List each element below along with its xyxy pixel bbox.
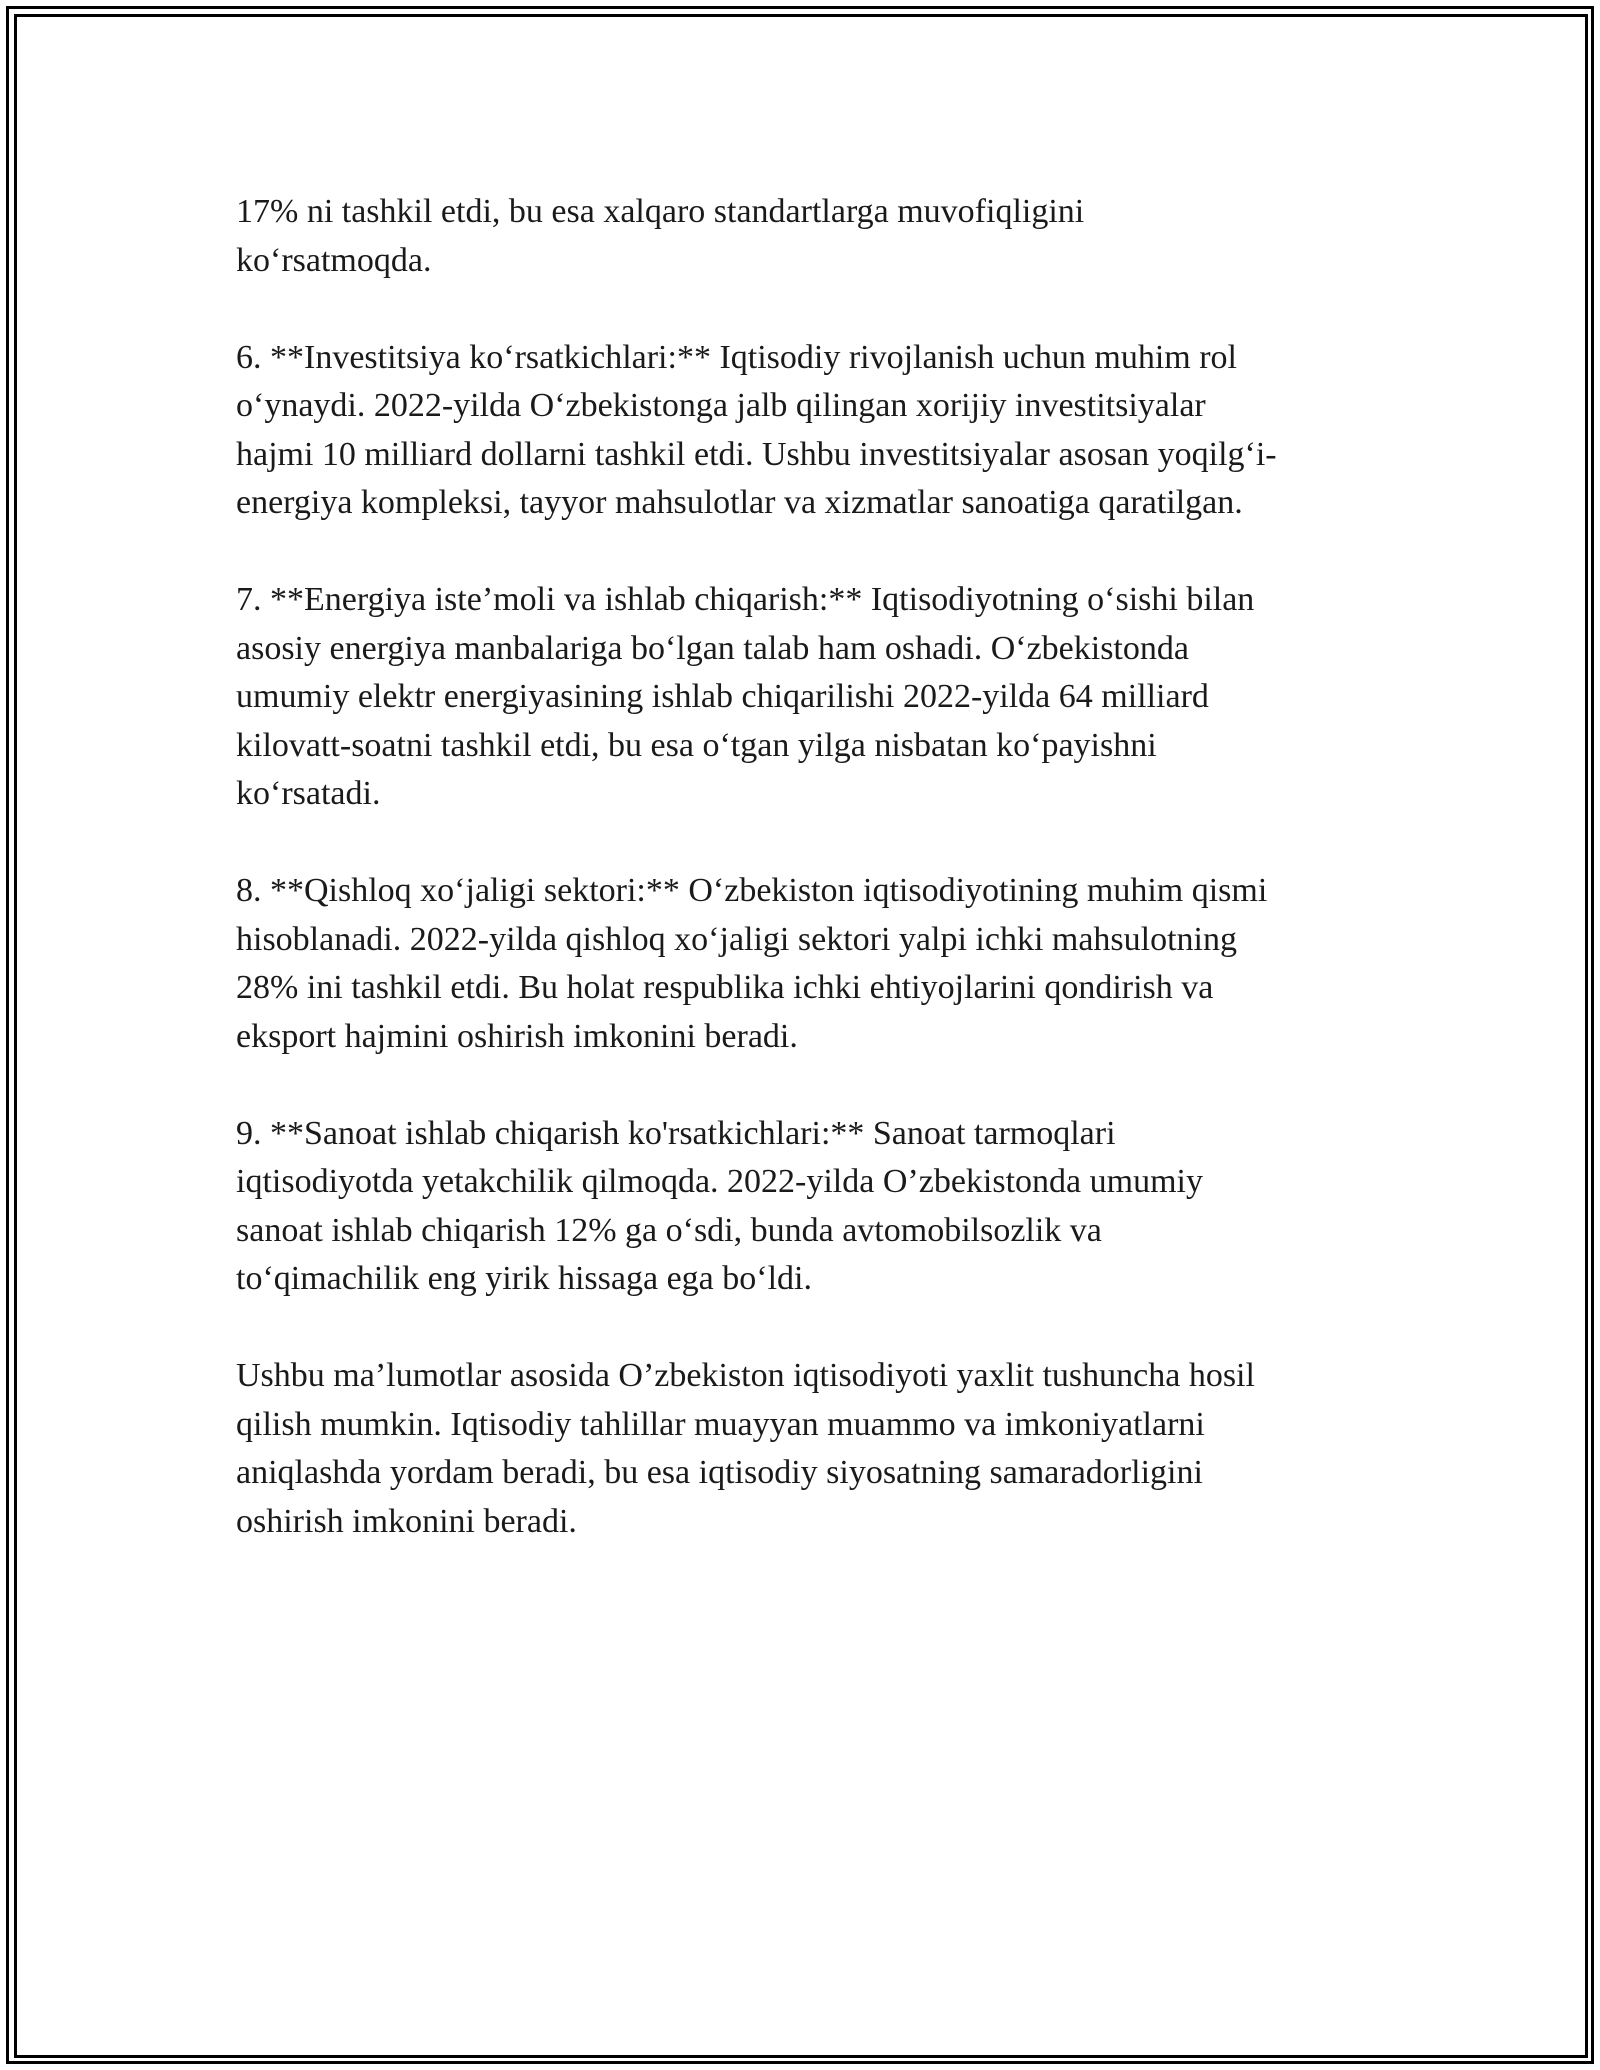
paragraph-agriculture-sector: 8. **Qishloq xo‘jaligi sektori:** O‘zbekiston iqtisodiyotining muhim qismi hisoblanadi. 2022-yilda qishloq xo‘jaligi sektori yalpi ichki mahsulotning 28% ini tashkil etdi. Bu holat respublika ichki ehtiyojlarini qondirish va eksport hajmini oshirish imkonini beradi.: [236, 872, 1268, 1055]
paragraph-industrial-production: 9. **Sanoat ishlab chiqarish ko'rsatkichlari:** Sanoat tarmoqlari iqtisodiyotda yetakchilik qilmoqda. 2022-yilda O’zbekistonda umumiy sanoat ishlab chiqarish 12% ga o‘sdi, bunda avtomobilsozlik va to‘qimachilik eng yirik hissaga ega bo‘ldi.: [236, 1114, 1203, 1297]
paragraph-energy-consumption: 7. **Energiya iste’moli va ishlab chiqarish:** Iqtisodiyotning o‘sishi bilan asosiy energiya manbalariga bo‘lgan talab ham oshadi. O‘zbekistonda umumiy elektr energiyasining ishlab chiqarilishi 2022-yilda 64 milliard kilovatt-soatni tashkil etdi, bu esa o‘tgan yilga nisbatan ko‘payishni ko‘rsatadi.: [236, 581, 1255, 812]
document-body: [236, 188, 1396, 1595]
paragraph-conclusion: Ushbu ma’lumotlar asosida O’zbekiston iqtisodiyoti yaxlit tushuncha hosil qilish mumkin. Iqtisodiy tahlillar muayyan muammo va imkoniyatlarni aniqlashda yordam beradi, bu esa iqtisodiy siyosatning samaradorligini oshirish imkonini beradi.: [236, 1357, 1255, 1540]
paragraph-investment-indicators: 6. **Investitsiya ko‘rsatkichlari:** Iqtisodiy rivojlanish uchun muhim rol o‘ynaydi. 2022-yilda O‘zbekistonga jalb qilingan xorijiy investitsiyalar hajmi 10 milliard dollarni tashkil etdi. Ushbu investitsiyalar asosan yoqilg‘i- energiya kompleksi, tayyor mahsulotlar va xizmatlar sanoatiga qaratilgan.: [236, 338, 1277, 521]
paragraph-continuation: 17% ni tashkil etdi, bu esa xalqaro standartlarga muvofiqligini ko‘rsatmoqda.: [236, 193, 1085, 279]
